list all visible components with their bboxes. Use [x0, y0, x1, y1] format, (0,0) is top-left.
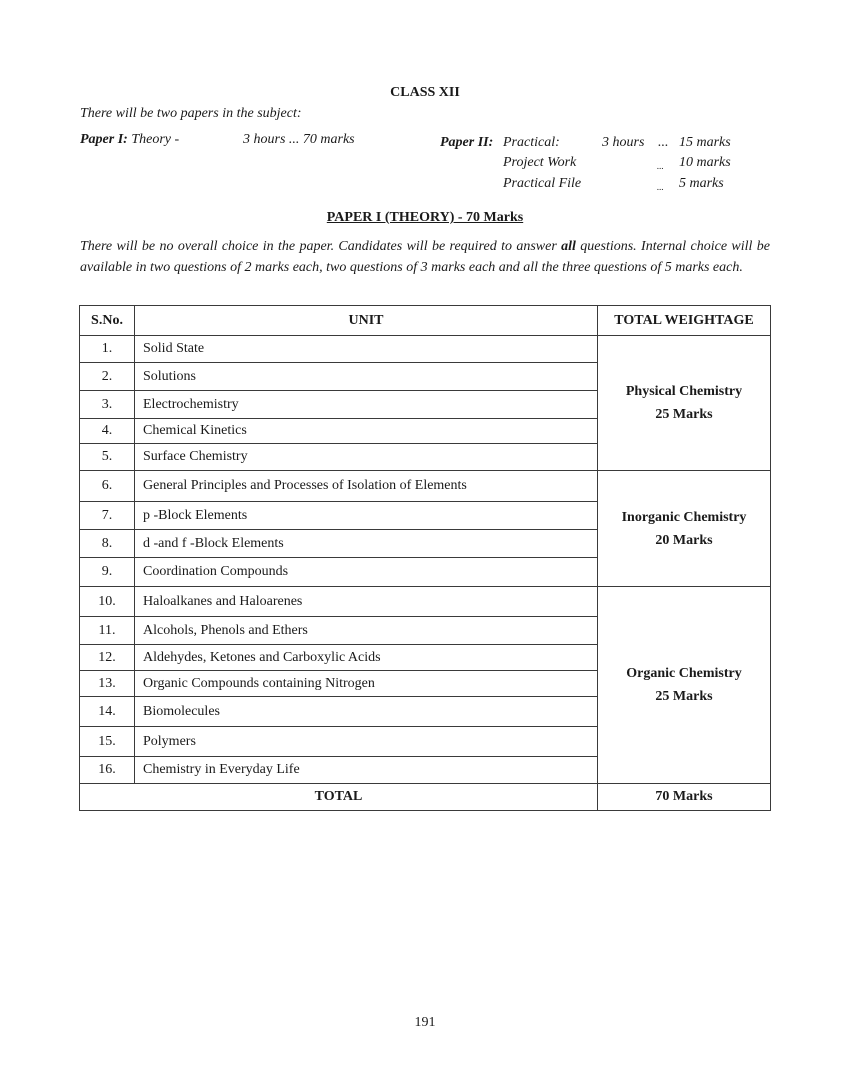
row-sno: 13.: [80, 671, 135, 697]
row-unit: Solid State: [135, 336, 598, 363]
table-header-row: [80, 306, 771, 336]
paper1-label: Paper I:: [80, 132, 128, 147]
section-title: PAPER I (THEORY) - 70 Marks: [326, 210, 524, 225]
group-marks: 25 Marks: [655, 407, 713, 422]
row-sno: 14.: [80, 697, 135, 727]
group-name: Organic Chemistry: [626, 666, 742, 681]
row-unit: Surface Chemistry: [135, 444, 598, 471]
row-unit: Biomolecules: [135, 697, 598, 727]
paper2-label-text: Paper II:: [440, 135, 494, 150]
row-unit: Polymers: [135, 727, 598, 757]
header-unit: UNIT: [135, 306, 598, 336]
paper2-item-name: Practical:: [503, 135, 560, 150]
total-marks: 70 Marks: [598, 784, 771, 811]
row-unit: Organic Compounds containing Nitrogen: [135, 671, 598, 697]
paper2-item-marks: 15 marks: [679, 135, 731, 150]
table-row: [80, 336, 771, 363]
group-marks: 20 Marks: [655, 532, 713, 548]
row-unit: p -Block Elements: [135, 502, 598, 530]
row-unit: Aldehydes, Ketones and Carboxylic Acids: [135, 645, 598, 671]
group-marks: 25 Marks: [655, 689, 713, 704]
page-number: 191: [414, 1015, 436, 1030]
paper2-item-name: Practical File: [503, 176, 582, 191]
row-unit: General Principles and Processes of Isolation of Elements: [135, 471, 598, 502]
para-text: There will be no overall choice in the paper. Candidates will be required to answer: [80, 239, 562, 254]
paper2-item-name: Project Work: [503, 155, 577, 170]
row-sno: 6.: [80, 471, 135, 502]
weightage-table: [79, 305, 771, 811]
row-sno: 12.: [80, 645, 135, 671]
row-sno: 1.: [80, 336, 135, 363]
row-sno: 7.: [80, 502, 135, 530]
group-inorganic: [598, 471, 771, 587]
paper1-detail: 3 hours ... 70 marks: [243, 132, 355, 147]
row-sno: 2.: [80, 363, 135, 391]
group-name: Physical Chemistry: [625, 384, 743, 399]
row-sno: 5.: [80, 444, 135, 471]
header-weightage: TOTAL WEIGHTAGE: [598, 306, 771, 336]
paper2-item-marks: 5 marks: [679, 176, 724, 191]
para-emphasis: all: [561, 239, 576, 254]
row-unit: Coordination Compounds: [135, 558, 598, 587]
paper2-label: [440, 135, 493, 151]
row-unit: Haloalkanes and Haloarenes: [135, 587, 598, 617]
paper1-name: Theory -: [131, 132, 180, 147]
row-sno: 3.: [80, 391, 135, 419]
row-unit: Chemistry in Everyday Life: [135, 757, 598, 784]
row-unit: Solutions: [135, 363, 598, 391]
paper2-item-hours: 3 hours: [602, 135, 645, 150]
row-unit: d -and f -Block Elements: [135, 530, 598, 558]
row-sno: 4.: [80, 419, 135, 444]
group-organic: [598, 587, 771, 784]
table-total-row: [80, 784, 771, 811]
header-sno: S.No.: [80, 306, 135, 336]
row-unit: Electrochemistry: [135, 391, 598, 419]
table-row: [80, 587, 771, 617]
row-sno: 8.: [80, 530, 135, 558]
page-title: CLASS XII: [390, 85, 460, 100]
paper2-item-dots: ...: [657, 182, 664, 192]
row-unit: Alcohols, Phenols and Ethers: [135, 617, 598, 645]
para-text: questions. Internal choice will be available in two questions of 2 marks each, two questions of 3 marks each and all the three questions of 5 marks each.: [80, 239, 770, 275]
paper2-item-marks: 10 marks: [679, 155, 731, 170]
paper1-line: [80, 132, 179, 148]
row-sno: 15.: [80, 727, 135, 757]
intro-text: There will be two papers in the subject:: [80, 106, 302, 121]
group-physical: [598, 336, 771, 471]
row-sno: 10.: [80, 587, 135, 617]
row-sno: 16.: [80, 757, 135, 784]
group-name: Inorganic Chemistry: [621, 509, 747, 525]
paper2-item-dots: ...: [657, 161, 664, 171]
row-sno: 9.: [80, 558, 135, 587]
table-row: [80, 471, 771, 502]
row-sno: 11.: [80, 617, 135, 645]
instructions-paragraph: [80, 236, 770, 278]
paper2-item-dots: ...: [658, 135, 669, 150]
row-unit: Chemical Kinetics: [135, 419, 598, 444]
total-label: TOTAL: [80, 784, 598, 811]
